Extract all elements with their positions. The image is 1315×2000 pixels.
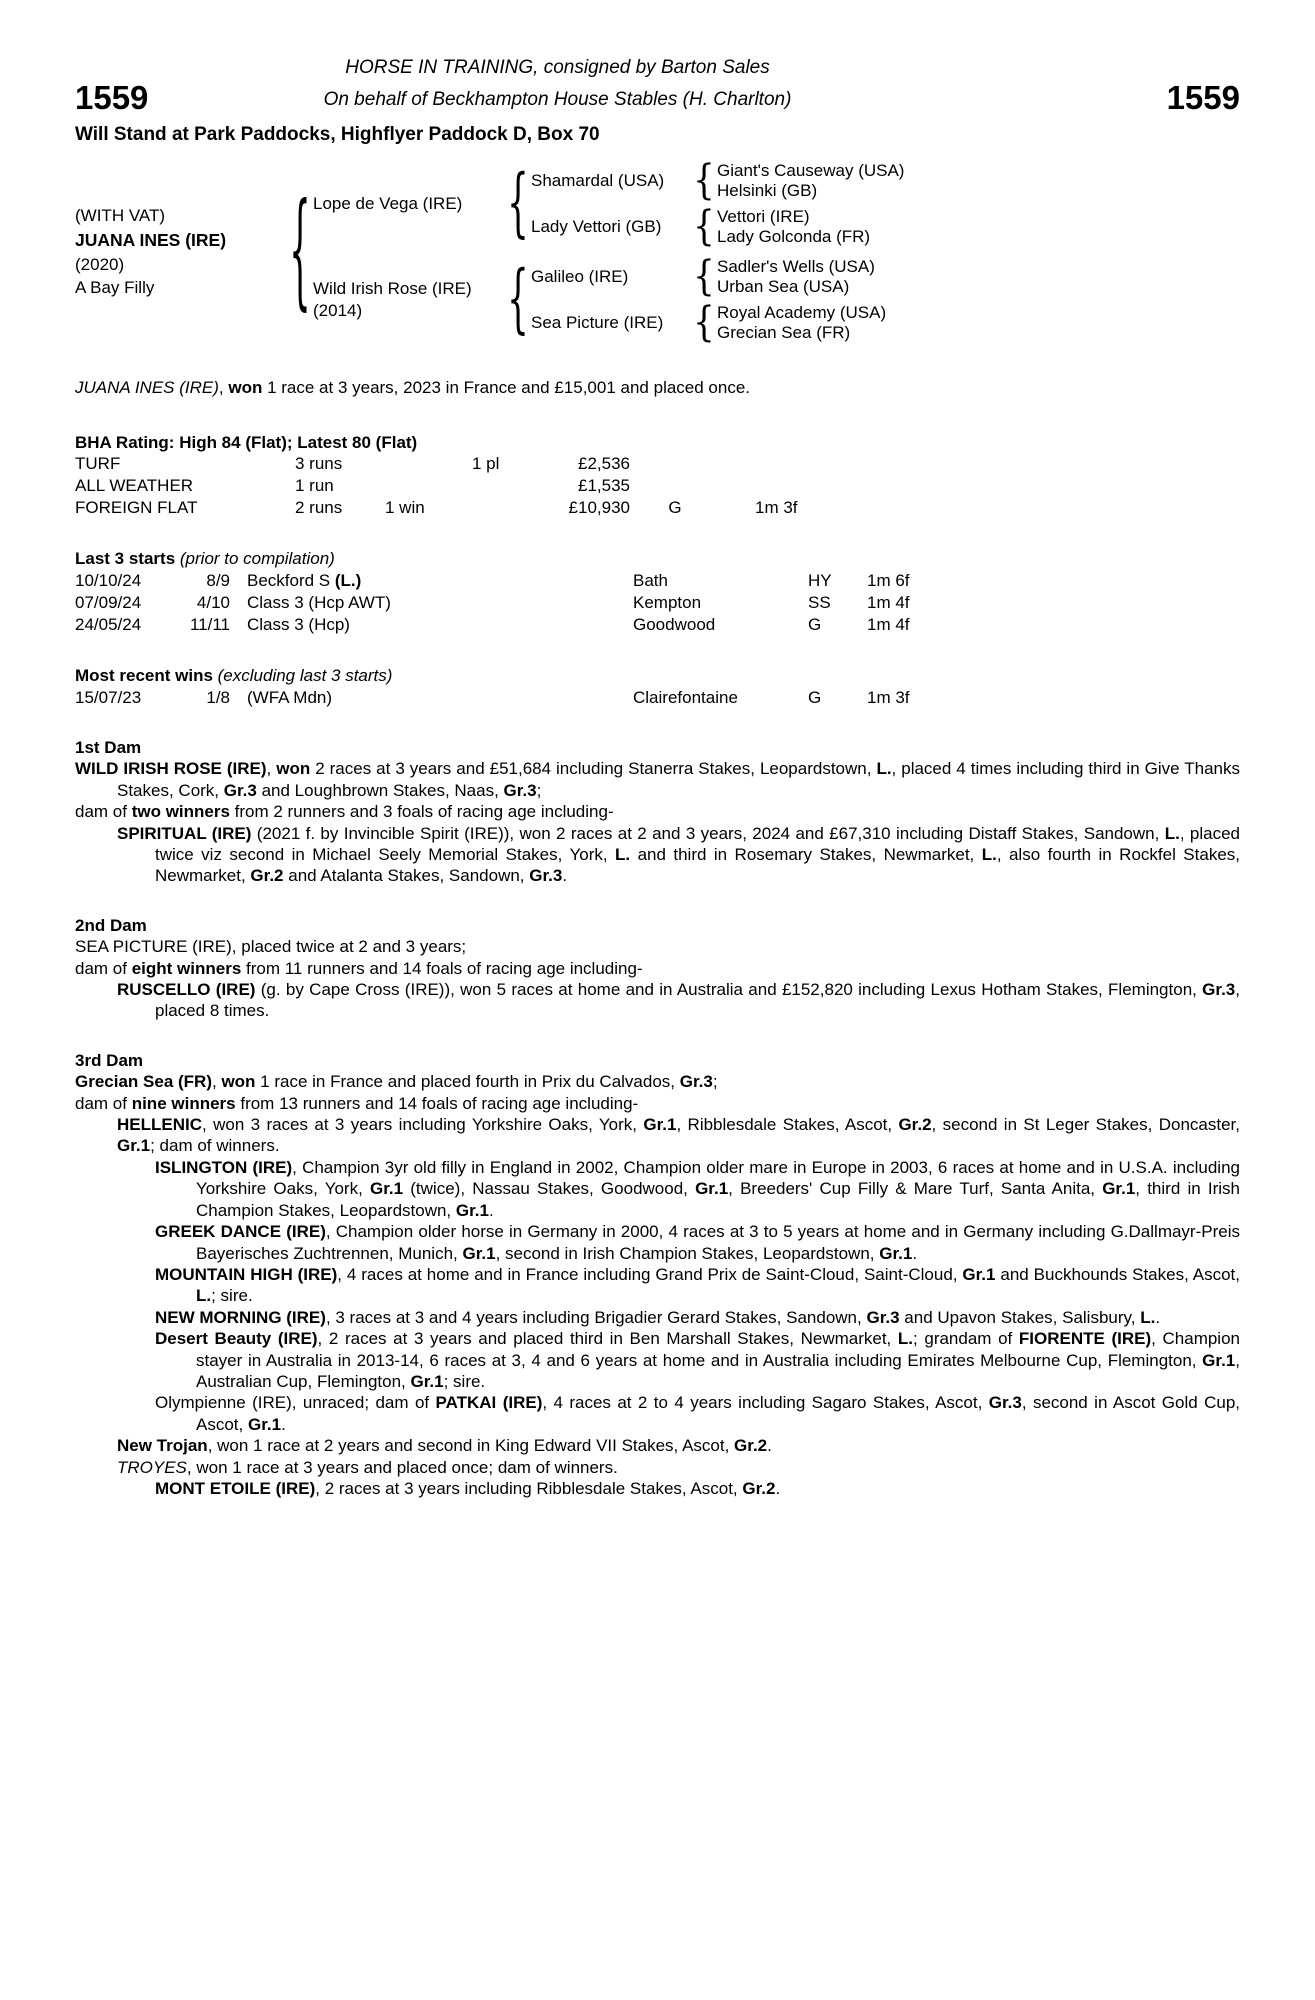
- win-going: G: [808, 687, 822, 707]
- last-starts-heading: Last 3 starts (prior to compilation): [75, 548, 335, 568]
- horse-identity-block: [75, 204, 287, 300]
- pedigree-brace-dam: {: [507, 256, 529, 345]
- record-runs: 1 run: [295, 475, 334, 495]
- on-behalf-line: On behalf of Beckhampton House Stables (H. Charlton): [323, 89, 792, 111]
- record-wins: 1 win: [385, 497, 425, 517]
- second-dam-heading: 2nd Dam: [75, 915, 147, 935]
- stand-location-line: Will Stand at Park Paddocks, Highflyer Paddock D, Box 70: [75, 124, 600, 146]
- para-dam-of-eight-winners: dam of eight winners from 11 runners and 14 foals of racing age including-: [75, 958, 643, 978]
- win-course: Clairefontaine: [633, 687, 738, 707]
- sire-sire-name: Shamardal (USA): [531, 171, 665, 191]
- record-going: [630, 475, 720, 497]
- dam-sire-branch: [531, 253, 886, 302]
- last-starts-section: [75, 548, 1240, 636]
- dam-dam-branch: [531, 299, 887, 348]
- win-position: 1/8: [206, 687, 230, 707]
- para-wild-irish-rose: WILD IRISH ROSE (IRE), won 2 races at 3 years and £51,684 including Stanerra Stakes, Leopardstown, L., placed 4 times including third in Give Thanks Stakes, Cork, Gr.3 and Loughbrown Stakes, Naas, Gr.3;: [75, 759, 1240, 800]
- dam-sire-sire-name: Sadler's Wells (USA): [717, 257, 875, 277]
- dam-branch: [313, 253, 904, 348]
- vat-note: (WITH VAT): [75, 206, 166, 226]
- sire-name: Lope de Vega (IRE): [313, 194, 463, 214]
- pedigree-brace-gen1: {: [289, 178, 311, 327]
- record-earnings: £2,536: [578, 453, 630, 473]
- pedigree-table: [75, 157, 1240, 348]
- horse-description: A Bay Filly: [75, 278, 155, 298]
- start-going: G: [808, 614, 822, 634]
- pedigree-brace-sire: {: [507, 160, 529, 249]
- dam-name: Wild Irish Rose (IRE): [313, 279, 472, 299]
- record-wins: [385, 475, 472, 497]
- sire-dam-name: Lady Vettori (GB): [531, 217, 662, 237]
- para-sea-picture: SEA PICTURE (IRE), placed twice at 2 and 3 years;: [75, 937, 467, 957]
- record-runs: 2 runs: [295, 497, 343, 517]
- para-dam-of-two-winners: dam of two winners from 2 runners and 3 foals of racing age including-: [75, 802, 614, 822]
- start-distance: 1m 4f: [867, 614, 910, 634]
- third-dam-heading: 3rd Dam: [75, 1050, 144, 1070]
- start-course: Bath: [633, 570, 668, 590]
- para-greek-dance: GREEK DANCE (IRE), Champion older horse in Germany in 2000, 4 races at 3 to 5 years at home and in Germany including G.Dallmayr-Preis Bayerisches Zuchtrennen, Munich, Gr.1, second in Irish Champion Stakes, Leopardstown, Gr.1.: [155, 1222, 1240, 1263]
- start-position: 11/11: [189, 614, 230, 634]
- first-dam-section: [75, 737, 1240, 887]
- start-going: HY: [808, 570, 832, 590]
- lot-header-row: [75, 80, 1240, 116]
- win-date: 15/07/23: [75, 687, 142, 707]
- sire-dam-branch: [531, 203, 904, 252]
- dam-sire-name: Galileo (IRE): [531, 267, 629, 287]
- record-going: [630, 453, 720, 475]
- record-row-turf: [75, 453, 1240, 475]
- start-row: [75, 570, 1240, 592]
- record-distance: [720, 475, 1240, 497]
- record-earnings: £1,535: [578, 475, 630, 495]
- para-mont-etoile: MONT ETOILE (IRE), 2 races at 3 years including Ribblesdale Stakes, Ascot, Gr.2.: [155, 1478, 781, 1498]
- sire-dam-sire-name: Vettori (IRE): [717, 207, 810, 227]
- record-row-all-weather: [75, 475, 1240, 497]
- record-places: [472, 475, 532, 497]
- win-race: (WFA Mdn): [247, 687, 333, 707]
- sire-dam-dam-name: Lady Golconda (FR): [717, 227, 871, 247]
- start-date: 07/09/24: [75, 592, 142, 612]
- pedigree-brace-sire-sire: {: [693, 157, 715, 206]
- sire-branch: [313, 157, 905, 252]
- start-race: Beckford S (L.): [247, 570, 362, 590]
- recent-wins-section: [75, 665, 1240, 709]
- dam-sire-dam-name: Urban Sea (USA): [717, 277, 850, 297]
- bha-rating-line: BHA Rating: High 84 (Flat); Latest 80 (Flat): [75, 432, 418, 452]
- record-runs: 3 runs: [295, 453, 343, 473]
- para-troyes: TROYES, won 1 race at 3 years and placed once; dam of winners.: [117, 1457, 618, 1477]
- record-distance: [720, 453, 1240, 475]
- start-distance: 1m 6f: [867, 570, 910, 590]
- record-surface: TURF: [75, 453, 121, 473]
- para-dam-of-nine-winners: dam of nine winners from 13 runners and 14 foals of racing age including-: [75, 1093, 639, 1113]
- consignor-line: HORSE IN TRAINING, consigned by Barton Sales: [345, 57, 770, 78]
- lot-number-left: 1559: [75, 78, 149, 116]
- record-row-foreign-flat: [75, 497, 1240, 519]
- sire-sire-sire-name: Giant's Causeway (USA): [717, 161, 905, 181]
- race-record-section: [75, 432, 1240, 519]
- para-islington: ISLINGTON (IRE), Champion 3yr old filly in England in 2002, Champion older mare in Europe in 2003, 6 races at home and in U.S.A. including Yorkshire Oaks, York, Gr.1 (twice), Nassau Stakes, Goodwood, Gr.1, Breeders' Cup Filly & Mare Turf, Santa Anita, Gr.1, third in Irish Champion Stakes, Leopardstown, Gr.1.: [155, 1157, 1240, 1220]
- sire-sire-dam-name: Helsinki (GB): [717, 181, 818, 201]
- para-grecian-sea: Grecian Sea (FR), won 1 race in France and placed fourth in Prix du Calvados, Gr.3;: [75, 1072, 718, 1092]
- record-earnings: £10,930: [568, 497, 630, 517]
- para-hellenic: HELLENIC, won 3 races at 3 years including Yorkshire Oaks, York, Gr.1, Ribblesdale Stakes, Ascot, Gr.2, second in St Leger Stakes, Doncaster, Gr.1; dam of winners.: [117, 1115, 1240, 1156]
- start-date: 24/05/24: [75, 614, 142, 634]
- para-new-morning: NEW MORNING (IRE), 3 races at 3 and 4 years including Brigadier Gerard Stakes, Sandown, Gr.3 and Upavon Stakes, Salisbury, L..: [155, 1307, 1161, 1327]
- start-going: SS: [808, 592, 831, 612]
- start-row: [75, 592, 1240, 614]
- win-distance: 1m 3f: [867, 687, 910, 707]
- start-distance: 1m 4f: [867, 592, 910, 612]
- para-mountain-high: MOUNTAIN HIGH (IRE), 4 races at home and in France including Grand Prix de Saint-Cloud, Saint-Cloud, Gr.1 and Buckhounds Stakes, Ascot, L.; sire.: [155, 1264, 1241, 1306]
- dam-name-block: [313, 278, 505, 322]
- pedigree-brace-sire-dam: {: [693, 203, 715, 252]
- start-race: Class 3 (Hcp): [247, 614, 350, 634]
- start-date: 10/10/24: [75, 570, 142, 590]
- win-row: [75, 687, 1240, 709]
- dam-dam-dam-name: Grecian Sea (FR): [717, 323, 851, 343]
- pedigree-brace-dam-dam: {: [693, 299, 715, 348]
- para-new-trojan: New Trojan, won 1 race at 2 years and second in King Edward VII Stakes, Ascot, Gr.2.: [117, 1436, 772, 1456]
- lot-number-right: 1559: [1166, 78, 1240, 116]
- para-desert-beauty: Desert Beauty (IRE), 2 races at 3 years and placed third in Ben Marshall Stakes, Newmarket, L.; grandam of FIORENTE (IRE), Champion stayer in Australia in 2013-14, 6 races at 3, 4 and 6 years at home and in Australia including Emirates Melbourne Cup, Flemington, Gr.1, Australian Cup, Flemington, Gr.1; sire.: [155, 1329, 1240, 1391]
- second-dam-section: [75, 915, 1240, 1022]
- recent-wins-heading: Most recent wins (excluding last 3 starts): [75, 665, 393, 685]
- dam-dam-name: Sea Picture (IRE): [531, 313, 664, 333]
- pedigree-brace-dam-sire: {: [693, 253, 715, 302]
- start-position: 8/9: [206, 570, 230, 590]
- para-olympienne: Olympienne (IRE), unraced; dam of PATKAI (IRE), 4 races at 2 to 4 years including Sagaro Stakes, Ascot, Gr.3, second in Ascot Gold Cup, Ascot, Gr.1.: [155, 1393, 1241, 1434]
- race-summary: JUANA INES (IRE), won 1 race at 3 years, 2023 in France and £15,001 and placed once.: [75, 378, 751, 398]
- para-spiritual: SPIRITUAL (IRE) (2021 f. by Invincible Spirit (IRE)), won 2 races at 2 and 3 years, 2024 and £67,310 including Distaff Stakes, Sandown, L., placed twice viz second in Michael Seely Memorial Stakes, York, L. and third in Rosemary Stakes, Newmarket, L., also fourth in Rockfel Stakes, Newmarket, Gr.2 and Atalanta Stakes, Sandown, Gr.3.: [117, 823, 1240, 886]
- record-places: 1 pl: [472, 453, 500, 473]
- start-row: [75, 614, 1240, 636]
- record-surface: FOREIGN FLAT: [75, 497, 198, 517]
- dam-dam-sire-name: Royal Academy (USA): [717, 303, 887, 323]
- record-distance: 1m 3f: [755, 497, 798, 517]
- foaling-year: (2020): [75, 254, 125, 274]
- horse-name: JUANA INES (IRE): [75, 230, 227, 251]
- record-places: [472, 497, 532, 519]
- start-course: Goodwood: [633, 614, 716, 634]
- record-surface: ALL WEATHER: [75, 475, 194, 495]
- record-going: G: [668, 497, 682, 517]
- para-ruscello: RUSCELLO (IRE) (g. by Cape Cross (IRE)), won 5 races at home and in Australia and £152,820 including Lexus Hotham Stakes, Flemington, Gr.3, placed 8 times.: [117, 980, 1240, 1021]
- start-race: Class 3 (Hcp AWT): [247, 592, 391, 612]
- record-wins: [385, 453, 472, 475]
- first-dam-heading: 1st Dam: [75, 737, 142, 757]
- third-dam-section: [75, 1050, 1240, 1500]
- start-course: Kempton: [633, 592, 702, 612]
- sire-sire-branch: [531, 157, 905, 206]
- dam-year: (2014): [313, 301, 363, 321]
- start-position: 4/10: [196, 592, 230, 612]
